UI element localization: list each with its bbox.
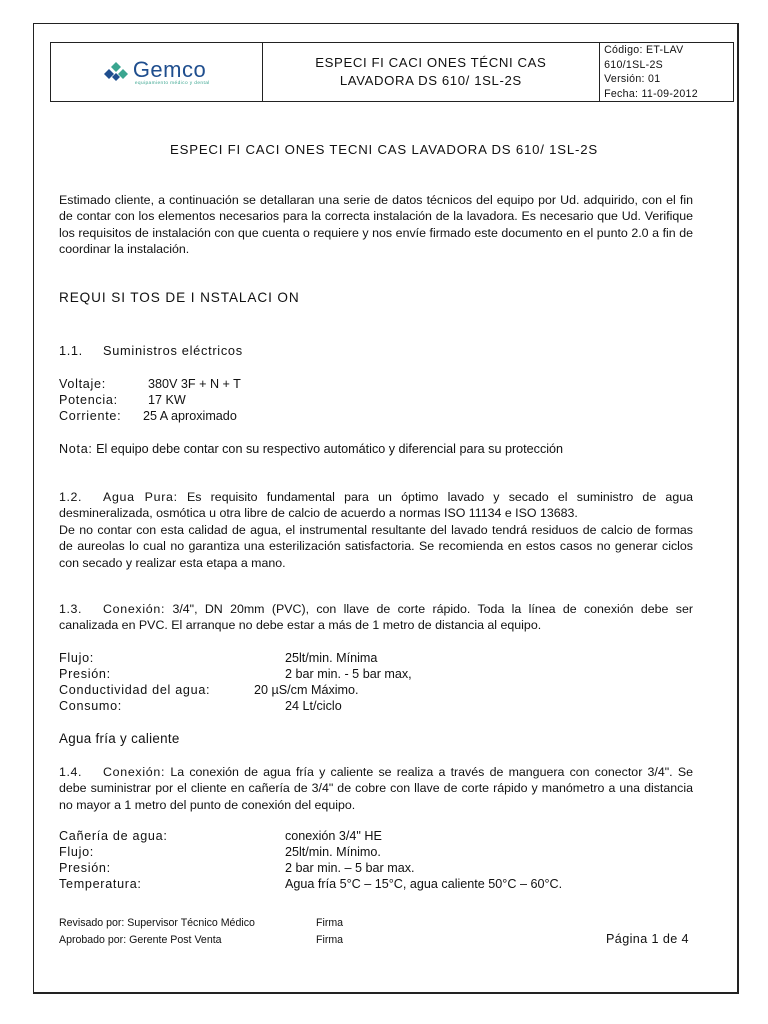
revisado-por: Revisado por: Supervisor Técnico Médico bbox=[59, 917, 255, 929]
corriente-row bbox=[59, 408, 237, 424]
presion-row bbox=[59, 666, 412, 682]
section-1-4-paragraph bbox=[59, 764, 693, 813]
consumo-row bbox=[59, 698, 342, 714]
flujo-row bbox=[59, 650, 377, 666]
nota-label: Nota: bbox=[59, 442, 93, 456]
logo-text: Gemco bbox=[132, 56, 207, 82]
conexion-text: 3/4", DN 20mm (PVC), con llave de corte rápido. Toda la línea de conexión debe ser canalizada en PVC. El arranque no debe estar a más de 1 metro de distancia al equipo. bbox=[59, 602, 693, 633]
flujo-label: Flujo: bbox=[59, 651, 94, 665]
temperatura-label: Temperatura: bbox=[59, 877, 142, 891]
presion-row bbox=[59, 860, 415, 876]
agua-pura-text-2: De no contar con esta calidad de agua, el instrumental resultante del lavado tendrá residuos de calcio de formas de aureolas lo cual no garantiza una esterilización satisfactoria. Se recomienda en estos casos no generar ciclos con secado y realizar esta etapa a mano. bbox=[59, 522, 693, 570]
header-version: Versión: 01 bbox=[604, 73, 661, 86]
corriente-value: 25 A aproximado bbox=[143, 409, 237, 423]
section-number: 1.2. bbox=[59, 490, 83, 504]
corriente-label: Corriente: bbox=[59, 409, 122, 423]
conductividad-value: 20 µS/cm Máximo. bbox=[254, 683, 359, 697]
temperatura-value: Agua fría 5°C – 15°C, agua caliente 50°C – 60°C. bbox=[285, 877, 563, 891]
aprobado-por: Aprobado por: Gerente Post Venta bbox=[59, 934, 222, 946]
conexion-label: Conexión: bbox=[103, 602, 166, 616]
presion-label: Presión: bbox=[59, 861, 111, 875]
voltaje-row bbox=[59, 376, 241, 392]
voltaje-value: 380V 3F + N + T bbox=[148, 377, 241, 391]
header-title-line2: LAVADORA DS 610/ 1SL-2S bbox=[339, 73, 522, 89]
voltaje-label: Voltaje: bbox=[59, 377, 106, 391]
intro-paragraph: Estimado cliente, a continuación se detallaran una serie de datos técnicos del equipo por Ud. adquirido, con el fin de contar con los elementos necesarios para la correcta instalación de la lavadora. Es necesario que Ud. Verifique los requisitos de instalación con que cuenta o requiere y nos envíe firmado este documento en el punto 2.0 a fin de coordinar la instalación. bbox=[59, 193, 693, 257]
presion-label: Presión: bbox=[59, 667, 111, 681]
header-title bbox=[262, 43, 600, 102]
section-title: Suministros eléctricos bbox=[103, 343, 243, 358]
flujo-row bbox=[59, 844, 381, 860]
agua-pura-text: Es requisito fundamental para un óptimo lavado y secado el suministro de agua desmineralizada, osmótica u otra libre de calcio de acuerdo a normas ISO 11134 e ISO 13683. bbox=[59, 490, 693, 521]
header-fecha: Fecha: 11-09-2012 bbox=[604, 87, 698, 100]
nota-row bbox=[59, 441, 563, 457]
conexion-label: Conexión: bbox=[103, 765, 166, 779]
flujo-value: 25lt/min. Mínima bbox=[285, 651, 378, 665]
section-1-2-paragraph bbox=[59, 489, 693, 571]
section-number: 1.3. bbox=[59, 602, 83, 616]
caneria-value: conexión 3/4" HE bbox=[285, 829, 382, 843]
header-codigo-cont: 610/1SL-2S bbox=[604, 58, 664, 71]
document-title: ESPECI FI CACI ONES TECNI CAS LAVADORA DS 610/ 1SL-2S bbox=[170, 142, 598, 157]
header-meta bbox=[600, 43, 734, 102]
nota-text: El equipo debe contar con su respectivo automático y diferencial para su protección bbox=[96, 442, 564, 456]
logo-tagline: equipamiento médico y dental bbox=[134, 80, 210, 86]
potencia-row bbox=[59, 392, 186, 408]
conductividad-row bbox=[59, 682, 359, 698]
page-number: Página 1 de 4 bbox=[606, 932, 689, 946]
firma-aprobado: Firma bbox=[316, 934, 344, 946]
conductividad-label: Conductividad del agua: bbox=[59, 683, 211, 697]
gemco-diamond-icon bbox=[103, 61, 129, 83]
header-title-line1: ESPECI FI CACI ONES TÉCNI CAS bbox=[315, 55, 547, 71]
document-header bbox=[50, 42, 734, 102]
section-heading: REQUI SI TOS DE I NSTALACI ON bbox=[59, 290, 300, 305]
potencia-label: Potencia: bbox=[59, 393, 118, 407]
section-number: 1.4. bbox=[59, 765, 83, 779]
agua-fria-caliente-heading: Agua fría y caliente bbox=[59, 731, 180, 746]
temperatura-row bbox=[59, 876, 562, 892]
agua-pura-label: Agua Pura: bbox=[103, 490, 178, 504]
potencia-value: 17 KW bbox=[148, 393, 186, 407]
company-logo bbox=[51, 43, 262, 101]
presion-value: 2 bar min. - 5 bar max, bbox=[285, 667, 412, 681]
section-1-3-paragraph bbox=[59, 601, 693, 634]
header-codigo: Código: ET-LAV bbox=[604, 44, 684, 56]
presion-value: 2 bar min. – 5 bar max. bbox=[285, 861, 415, 875]
footer-revisado bbox=[59, 915, 343, 933]
logo-cell bbox=[51, 43, 263, 102]
firma-revisado: Firma bbox=[316, 917, 344, 929]
consumo-value: 24 Lt/ciclo bbox=[285, 699, 342, 713]
footer-aprobado bbox=[59, 932, 343, 950]
consumo-label: Consumo: bbox=[59, 699, 122, 713]
caneria-row bbox=[59, 828, 382, 844]
conexion-text: La conexión de agua fría y caliente se realiza a través de manguera con conector 3/4". Se debe suministrar por el cliente en cañería de 3/4" de cobre con llave de corte rápido y manómetro a una distancia no mayor a 1 metro del punto de conexión del equipo. bbox=[59, 765, 693, 812]
caneria-label: Cañería de agua: bbox=[59, 829, 168, 843]
flujo-value: 25lt/min. Mínimo. bbox=[285, 845, 381, 859]
section-1-1-heading bbox=[59, 343, 243, 358]
flujo-label: Flujo: bbox=[59, 845, 94, 859]
section-number: 1.1. bbox=[59, 343, 83, 358]
